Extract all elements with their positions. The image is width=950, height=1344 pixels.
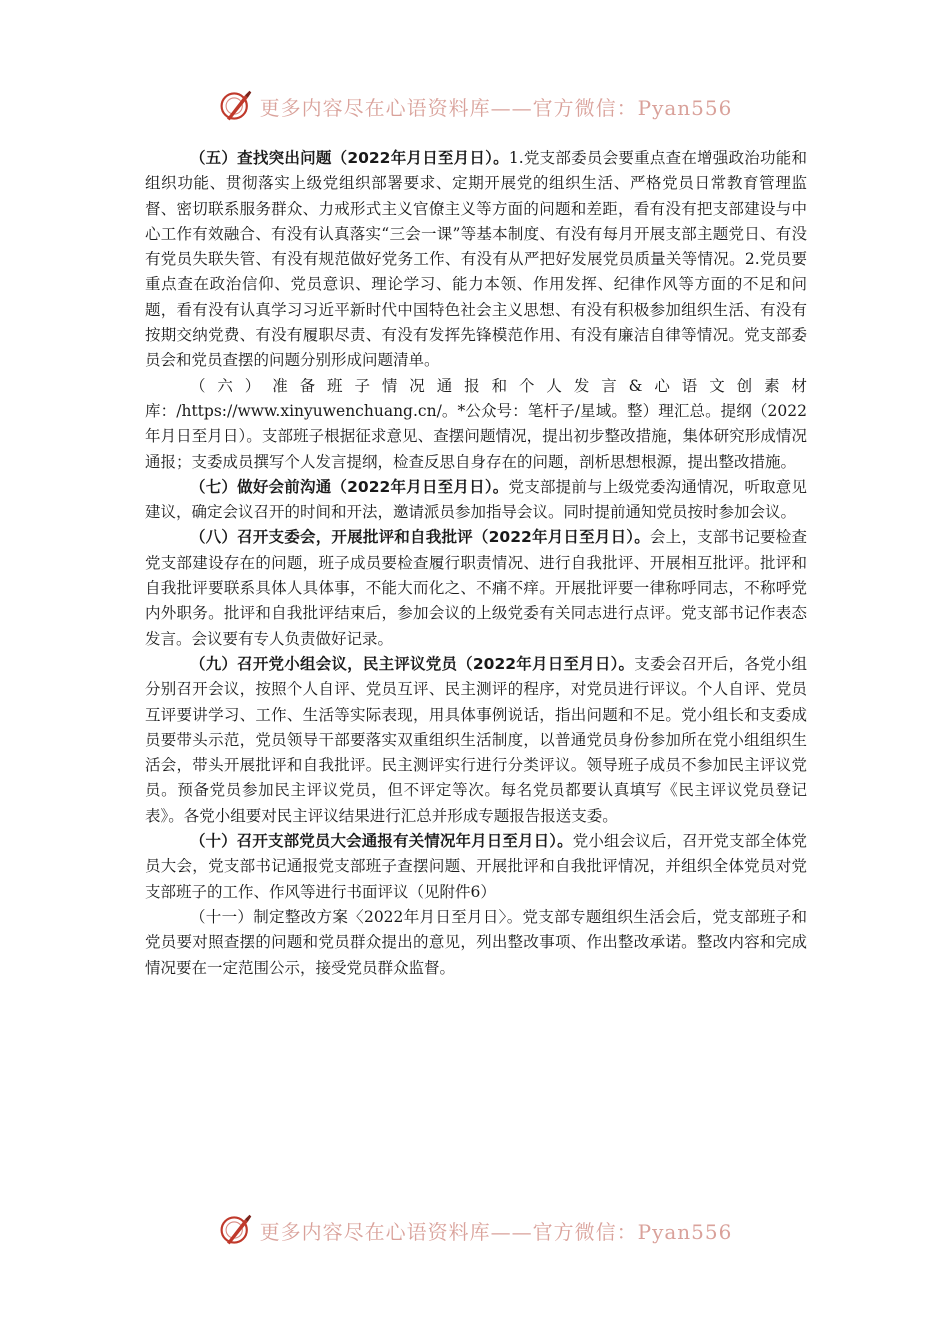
paragraph-heading: （五）查找突出问题（2022年月日至月日）。 [189, 149, 509, 167]
paragraph-text: 1.党支部委员会要重点查在增强政治功能和组织功能、贯彻落实上级党组织部署要求、定期开展党的组织生活、严格党员日常教育管理监督、密切联系服务群众、力戒形式主义官僚主义等方面的问题和差距，看有没有把支部建设与中心工作有效融合、有没有认真落实“三会一课”等基本制度、有没有每月开展支部主题党日、有没有党员失联失管、有没有规范做好党务工作、有没有从严把好发展党员质量关等情况。2.党员要重点查在政治信仰、党员意识、理论学习、能力本领、作用发挥、纪律作风等方面的不足和问题，看有没有认真学习习近平新时代中国特色社会主义思想、有没有积极参加组织生活、有没有按期交纳党费、有没有履职尽责、有没有发挥先锋模范作用、有没有廉洁自律等情况。党支部委员会和党员查摆的问题分别形成问题清单。 [145, 149, 807, 370]
paragraph-11 [145, 905, 807, 981]
paragraph-text: 支委会召开后，各党小组分别召开会议，按照个人自评、党员互评、民主测评的程序，对党员进行评议。个人自评、党员互评要讲学习、工作、生活等实际表现，用具体事例说话，指出问题和不足。党小组长和支委成员要带头示范，党员领导干部要落实双重组织生活制度，以普通党员身份参加所在党小组组织生活会，带头开展批评和自我批评。民主测评实行进行分类评议。领导班子成员不参加民主评议党员。预备党员参加民主评议党员，但不评定等次。每名党员都要认真填写《民主评议党员登记表》。各党小组要对民主评议结果进行汇总并形成专题报告报送支委。 [145, 654, 807, 825]
paragraph-text: 党小组会议后，召开党支部全体党员大会，党支部书记通报党支部班子查摆问题、开展批评和自我批评情况，并组织全体党员对党支部班子的工作、作风等进行书面评议（见附件6） [145, 832, 807, 901]
paragraph-6 [145, 374, 807, 475]
paragraph-heading: （九）召开党小组会议，民主评议党员（2022年月日至月日）。 [189, 654, 635, 673]
paragraph-text: （六）准备班子情况通报和个人发言&心语文创素材库：/https://www.xinyuwenchuang.cn/。*公众号：笔杆子/星域。整）理汇总。提纲（2022年月日至月日）。支部班子根据征求意见、查摆问题情况，提出初步整改措施，集体研究形成情况通报；支委成员撰写个人发言提纲，检查反思自身存在的问题，剖析思想根源，提出整改措施。 [145, 376, 807, 471]
document-body [145, 146, 807, 981]
paragraph-8 [145, 525, 807, 651]
paragraph-5 [145, 146, 807, 374]
paragraph-9 [145, 652, 807, 829]
banner-text: 更多内容尽在心语资料库——官方微信：Pyan556 [259, 1219, 733, 1244]
paragraph-text: 会上，支部书记要检查党支部建设存在的问题，班子成员要检查履行职责情况、进行自我批评、开展相互批评。批评和自我批评要联系具体人具体事，不能大而化之、不痛不痒。开展批评要一律称呼同志，不称呼党内外职务。批评和自我批评结束后，参加会议的上级党委有关同志进行点评。党支部书记作表态发言。会议要有专人负责做好记录。 [145, 528, 807, 648]
paragraph-text: （十一）制定整改方案〈2022年月日至月日〉。党支部专题组织生活会后，党支部班子和党员要对照查摆的问题和党员群众提出的意见，列出整改事项、作出整改承诺。整改内容和完成情况要在一定范围公示，接受党员群众监督。 [145, 907, 807, 977]
paragraph-7 [145, 475, 807, 526]
banner-text: 更多内容尽在心语资料库——官方微信：Pyan556 [259, 95, 733, 120]
pen-logo-icon [218, 1212, 254, 1248]
paragraph-heading: （八）召开支委会，开展批评和自我批评（2022年月日至月日）。 [189, 528, 650, 547]
paragraph-10 [145, 829, 807, 905]
footer-banner [0, 1210, 950, 1250]
paragraph-text: 党支部提前与上级党委沟通情况，听取意见建议，确定会议召开的时间和开法，邀请派员参加指导会议。同时提前通知党员按时参加会议。 [145, 477, 807, 522]
paragraph-heading: （七）做好会前沟通（2022年月日至月日）。 [189, 477, 509, 496]
paragraph-heading: （十）召开支部党员大会通报有关情况年月日至月日）。 [189, 832, 573, 851]
header-banner [0, 86, 950, 126]
pen-logo-icon [218, 88, 254, 124]
